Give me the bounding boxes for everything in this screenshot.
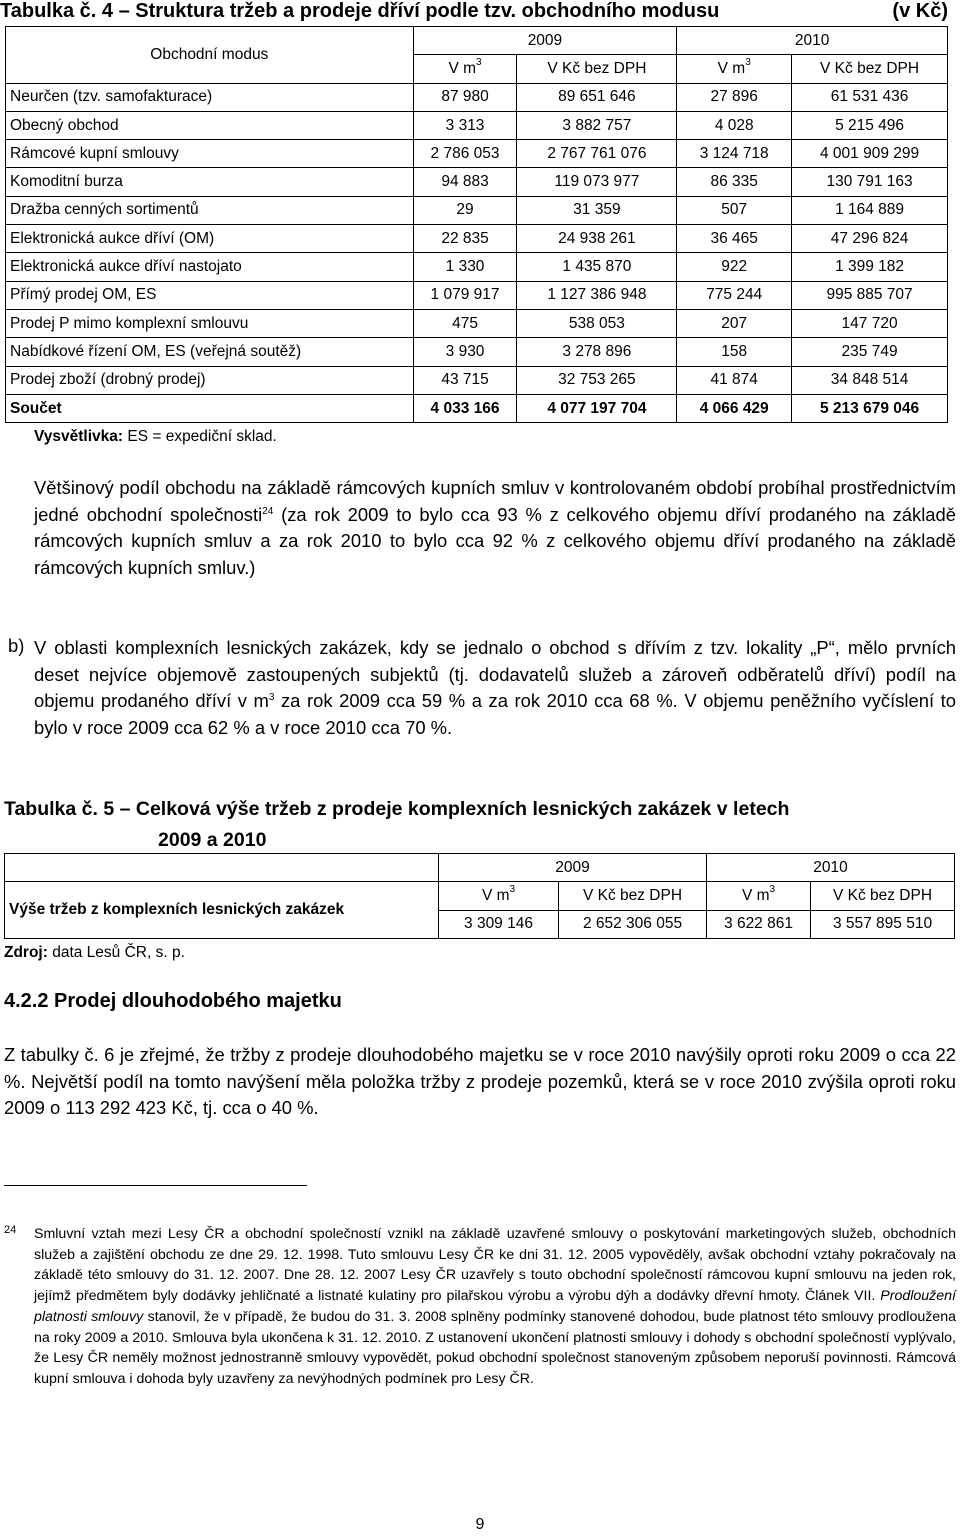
table5-caption: [4, 794, 954, 856]
section-heading: 4.2.2 Prodej dlouhodobého majetku: [4, 990, 342, 1012]
table-row: [6, 83, 948, 111]
table4-row-label: Komoditní burza: [6, 168, 414, 196]
table-row: [6, 111, 948, 139]
table4-header-vkc-2009: V Kč bez DPH: [517, 55, 677, 83]
table5-k2: 3 557 895 510: [811, 910, 955, 938]
footnote-ref-24[interactable]: 24: [262, 505, 274, 517]
page-number: 9: [475, 1516, 485, 1533]
table4-row-label: Neurčen (tzv. samofakturace): [6, 83, 414, 111]
table4-row-v2: 158: [677, 338, 792, 366]
table-row: [6, 366, 948, 394]
table4-row-v2: 207: [677, 309, 792, 337]
table4-row-v2: 36 465: [677, 225, 792, 253]
table5-source-text: data Lesů ČR, s. p.: [47, 944, 185, 961]
table5-header-vm3-2009: V $m^3$: [439, 882, 559, 910]
table4-row-k2: 235 749: [792, 338, 948, 366]
table4-row-label: Rámcové kupní smlouvy: [6, 140, 414, 168]
table4-row-label: Obecný obchod: [6, 111, 414, 139]
table4-header-modus: Obchodní modus: [6, 27, 414, 84]
table4-row-v1: 3 313: [413, 111, 517, 139]
table4-total-k1: 4 077 197 704: [517, 394, 677, 422]
table5-header-vm3-2010: V $m^3$: [707, 882, 811, 910]
table4-caption-text: Tabulka č. 4 – Struktura tržeb a prodeje dříví podle tzv. obchodního modusu: [0, 0, 720, 22]
table4-row-v1: 1 079 917: [413, 281, 517, 309]
table4-row-k1: 24 938 261: [517, 225, 677, 253]
table5-caption-line1: Tabulka č. 5 – Celková výše tržeb z prodeje komplexních lesnických zakázek v letech: [4, 798, 790, 820]
table4-row-k1: 2 767 761 076: [517, 140, 677, 168]
table4-note: [34, 428, 277, 446]
table4-row-v1: 87 980: [413, 83, 517, 111]
table4-row-k1: 89 651 646: [517, 83, 677, 111]
table4-total-v1: 4 033 166: [413, 394, 517, 422]
table4-row-v1: 2 786 053: [413, 140, 517, 168]
table4-row-v1: 94 883: [413, 168, 517, 196]
table4-header-row: [6, 27, 948, 55]
table4-total-label: Součet: [6, 394, 414, 422]
table5-empty-cell: [5, 854, 439, 882]
table4-row-k2: 147 720: [792, 309, 948, 337]
table4-row-k2: 4 001 909 299: [792, 140, 948, 168]
table4-row-k2: 995 885 707: [792, 281, 948, 309]
footnote-separator: [4, 1185, 307, 1186]
table4-row-v1: 3 930: [413, 338, 517, 366]
table4: [5, 26, 948, 423]
table4-row-label: Přímý prodej OM, ES: [6, 281, 414, 309]
table5-v2: 3 622 861: [707, 910, 811, 938]
table-row: [6, 309, 948, 337]
table4-header-year1: 2009: [413, 27, 677, 55]
table4-row-k2: 1 164 889: [792, 196, 948, 224]
table4-row-label: Elektronická aukce dříví (OM): [6, 225, 414, 253]
table4-row-v1: 29: [413, 196, 517, 224]
table4-row-label: Prodej zboží (drobný prodej): [6, 366, 414, 394]
table4-header-vm3-2009: V $m^3$: [413, 55, 517, 83]
table5-k1: 2 652 306 055: [559, 910, 707, 938]
table4-header-vm3-2010: V $m^3$: [677, 55, 792, 83]
table4-header-vkc-2010: V Kč bez DPH: [792, 55, 948, 83]
table5-header-vkc-2009: V Kč bez DPH: [559, 882, 707, 910]
table4-row-k1: 3 882 757: [517, 111, 677, 139]
table4-caption: [0, 0, 960, 24]
table4-row-k2: 47 296 824: [792, 225, 948, 253]
table4-row-k1: 538 053: [517, 309, 677, 337]
table4-row-v2: 86 335: [677, 168, 792, 196]
paragraph-majority-share: Většinový podíl obchodu na základě rámcových kupních smluv v kontrolovaném období probíhal prostřednictvím jedné obchodní společnosti$^{24}$ (za rok 2009 to bylo cca 93 % z celkového objemu dříví prodaného na základě rámcových kupních smluv a za rok 2010 to bylo cca 92 % z celkového objemu dříví prodaného na základě rámcových kupních smluv.): [34, 477, 956, 578]
table4-row-k1: 119 073 977: [517, 168, 677, 196]
footnote-text: Smluvní vztah mezi Lesy ČR a obchodní společností vznikl na základě uzavřené smlouvy o poskytování marketingových služeb, obchodních služeb a zajištění obchodu ze dne 29. 12. 1998. Tuto smlouvu Lesy ČR ke dni 31. 12. 2005 vypověděly, avšak obchodní vztahy pokračovaly na základě této smlouvy do 31. 12. 2007. Dne 28. 12. 2007 Lesy ČR uzavřely s touto obchodní společností rámcovou kupní smlouvu na jeden rok, jejímž předmětem byly dodávky jehličnaté a listnaté kulatiny pro pilařskou výrobu a výrobu dýh a dodávky dřevní hmoty. Článek VII. Prodloužení platnosti smlouvy stanovil, že v případě, že budou do 31. 3. 2008 splněny podmínky stanovené dohodou, bude platnost této smlouvy prodloužena na roky 2009 a 2010. Smlouva byla ukončena k 31. 12. 2010. Z ustanovení ukončení platnosti smlouvy i dohody s obchodní společností vyplývalo, že Lesy ČR neměly možnost jednostranně smlouvy vypovědět, pokud obchodní společnost stanoveným způsobem neporuší povinnosti. Rámcová kupní smlouva i dohoda byly uzavřeny za nevýhodných podmínek pro Lesy ČR.: [34, 1226, 956, 1387]
table4-row-v2: 27 896: [677, 83, 792, 111]
table4-row-v1: 1 330: [413, 253, 517, 281]
table4-row-k2: 34 848 514: [792, 366, 948, 394]
table4-note-label: Vysvětlivka:: [34, 428, 124, 445]
table4-total-k2: 5 213 679 046: [792, 394, 948, 422]
table4-body: [6, 83, 948, 394]
table-row: [6, 281, 948, 309]
table4-row-label: Elektronická aukce dříví nastojato: [6, 253, 414, 281]
table-row: [6, 196, 948, 224]
table5-header-year2: 2010: [707, 854, 955, 882]
table4-row-k1: 32 753 265: [517, 366, 677, 394]
table4-row-label: Dražba cenných sortimentů: [6, 196, 414, 224]
table-row: [6, 225, 948, 253]
table4-header-year2: 2010: [677, 27, 948, 55]
table4-total-row: [6, 394, 948, 422]
table5-v1: 3 309 146: [439, 910, 559, 938]
table4-row-k1: 1 435 870: [517, 253, 677, 281]
table-row: [6, 168, 948, 196]
table-row: [6, 140, 948, 168]
table5-sub-row: [5, 882, 955, 910]
paragraph-asset-sales: Z tabulky č. 6 je zřejmé, že tržby z prodeje dlouhodobého majetku se v roce 2010 navýšily oproti roku 2009 o cca 22 %. Největší podíl na tomto navýšení měla položka tržby z prodeje pozemků, která se v roce 2010 zvýšila oproti roku 2009 o 113 292 423 Kč, tj. cca o 40 %.: [4, 1044, 956, 1119]
table4-row-k2: 5 215 496: [792, 111, 948, 139]
table5: [4, 853, 955, 939]
table4-row-k1: 31 359: [517, 196, 677, 224]
table5-caption-line2: 2009 a 2010: [158, 829, 267, 851]
table4-row-v2: 41 874: [677, 366, 792, 394]
table4-row-k2: 1 399 182: [792, 253, 948, 281]
table4-row-v2: 922: [677, 253, 792, 281]
table5-year-row: [5, 854, 955, 882]
footnote-number: 24: [4, 1224, 17, 1236]
table4-row-k2: 130 791 163: [792, 168, 948, 196]
table5-header-year1: 2009: [439, 854, 707, 882]
table4-row-k1: 3 278 896: [517, 338, 677, 366]
table4-row-v2: 3 124 718: [677, 140, 792, 168]
table5-source-label: Zdroj:: [4, 944, 48, 961]
table4-row-v2: 507: [677, 196, 792, 224]
table5-row-label: Výše tržeb z komplexních lesnických zakázek: [5, 882, 439, 939]
table4-row-v1: 475: [413, 309, 517, 337]
table5-source: [4, 944, 185, 962]
list-label-b: b): [8, 635, 25, 656]
table4-row-v1: 22 835: [413, 225, 517, 253]
table4-row-label: Prodej P mimo komplexní smlouvu: [6, 309, 414, 337]
table4-note-text: ES = expediční sklad.: [123, 428, 277, 445]
table4-row-k1: 1 127 386 948: [517, 281, 677, 309]
table-row: [6, 338, 948, 366]
paragraph-complex-contracts: V oblasti komplexních lesnických zakázek, kdy se jednalo o obchod s dřívím z tzv. lokality „P“, mělo prvních deset nejvíce objemově zastoupených subjektů (tj. dodavatelů služeb a zároveň odběratelů dříví) podíl na objemu prodaného dříví v $m^3$ za rok 2009 cca 59 % a za rok 2010 cca 68 %. V objemu peněžního vyčíslení to bylo v roce 2009 cca 62 % a v roce 2010 cca 70 %.: [34, 637, 956, 738]
table-row: [6, 253, 948, 281]
table4-row-v1: 43 715: [413, 366, 517, 394]
table4-caption-unit: (v Kč): [892, 0, 948, 22]
table4-total-v2: 4 066 429: [677, 394, 792, 422]
table4-row-k2: 61 531 436: [792, 83, 948, 111]
table4-row-label: Nabídkové řízení OM, ES (veřejná soutěž): [6, 338, 414, 366]
table5-header-vkc-2010: V Kč bez DPH: [811, 882, 955, 910]
table4-row-v2: 775 244: [677, 281, 792, 309]
table4-row-v2: 4 028: [677, 111, 792, 139]
